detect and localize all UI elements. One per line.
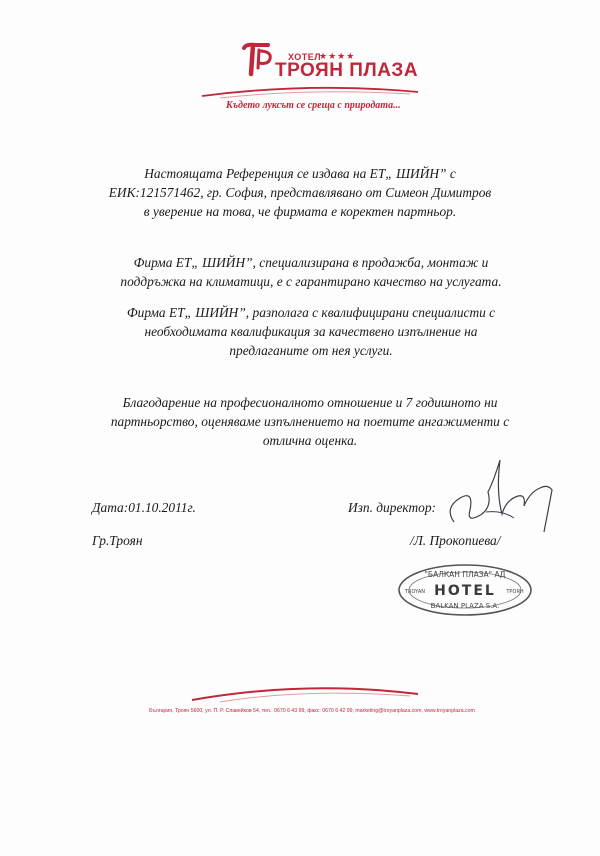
paragraph-specialists: Фирма ЕТ„ ШИЙН”, разполага с квалифицирани специалисти с необходимата квалификация за качествено изпълнение на предлаганите от нея услуги.: [126, 305, 496, 358]
svg-text:BALKAN PLAZA S.A.: BALKAN PLAZA S.A.: [430, 602, 500, 610]
svg-text:HOTEL: HOTEL: [434, 583, 496, 599]
paragraph-reference: Настоящата Референция се издава на ЕТ„ ШИЙН” с ЕИК:121571462, гр. София, представлявано от Симеон Димитров в уверение на това, че фирмата е коректен партньор.: [108, 166, 492, 219]
tagline: Където луксът се среща с природата...: [226, 100, 401, 111]
tp-monogram-icon: [240, 42, 274, 78]
paragraph-gratitude: Благодарение на професионалното отношение и 7 годишното ни партньорство, оценяваме изпълнението на поетите ангажименти с отлична оценка.: [110, 395, 510, 448]
paragraph-specialization: Фирма ЕТ„ ШИЙН”, специализирана в продажба, монтаж и поддръжка на климатици, е с гарантирано качество на услугата.: [120, 255, 502, 289]
footer-swoosh: [190, 682, 420, 704]
footer-contact: България, Троян 5600, ул. П. Р. Славейков 54, тел.: 0670 6 43 99, факс: 0670 6 42 99, marketing@troyanplaza.com, www.troyanplaza.com: [149, 708, 475, 714]
director-name: /Л. Прокопиева/: [410, 533, 501, 548]
hotel-label: ХОТЕЛ: [288, 52, 322, 62]
svg-text:TROYAN: TROYAN: [404, 589, 426, 595]
document-town: Гр.Троян: [92, 533, 143, 548]
document-date: Дата:01.10.2011г.: [92, 500, 196, 515]
svg-text:ТРОЯН: ТРОЯН: [506, 589, 524, 595]
company-stamp: [395, 562, 535, 618]
hotel-name: ТРОЯН ПЛАЗА: [275, 60, 419, 81]
director-label: Изп. директор:: [348, 500, 437, 515]
star-rating: ★★★★: [319, 51, 356, 61]
header-swoosh: [200, 84, 420, 100]
handwritten-signature: [440, 452, 560, 542]
svg-text:"БАЛКАН ПЛАЗА" АД: "БАЛКАН ПЛАЗА" АД: [424, 570, 506, 579]
